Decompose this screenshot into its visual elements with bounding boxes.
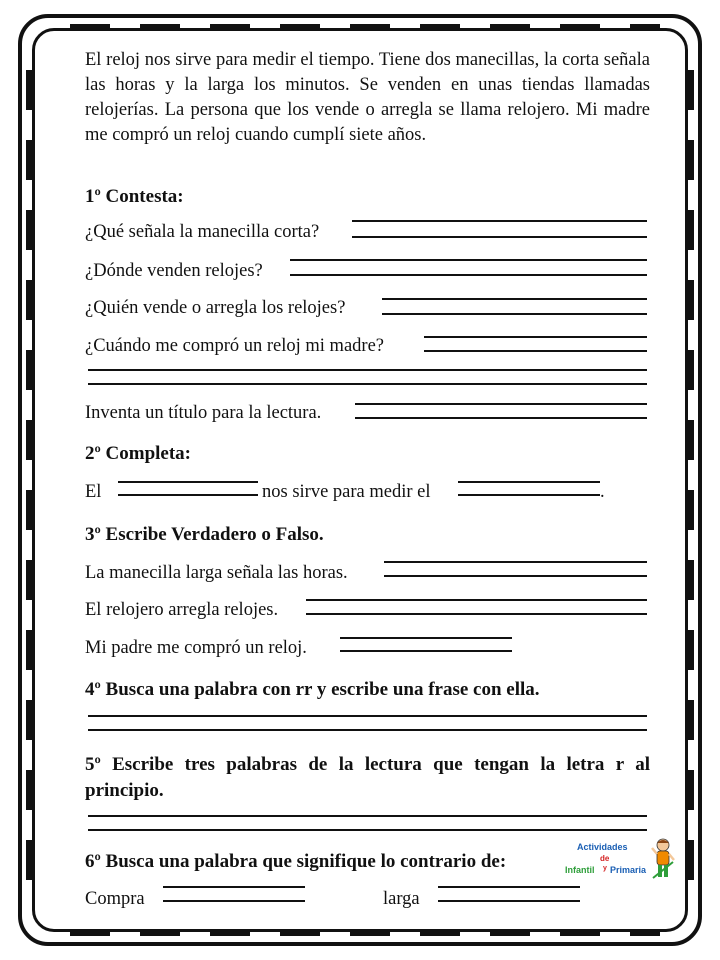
section-3-heading: 3º Escribe Verdadero o Falso. [85, 524, 324, 545]
word-1: Compra [85, 889, 145, 909]
answer-line[interactable] [382, 298, 647, 300]
answer-line[interactable] [290, 259, 647, 261]
question-2: ¿Dónde venden relojes? [85, 261, 263, 281]
answer-line[interactable] [424, 350, 647, 352]
blank-line[interactable] [458, 481, 600, 483]
word-2: larga [383, 889, 420, 909]
answer-line[interactable] [438, 900, 580, 902]
answer-line[interactable] [355, 403, 647, 405]
answer-line[interactable] [340, 637, 512, 639]
answer-line[interactable] [424, 336, 647, 338]
blank-line[interactable] [458, 494, 600, 496]
answer-line[interactable] [306, 599, 647, 601]
reading-block [85, 48, 650, 148]
answer-line[interactable] [384, 561, 647, 563]
question-3: ¿Quién vende o arregla los relojes? [85, 298, 346, 318]
answer-line[interactable] [163, 900, 305, 902]
reading-text: El reloj nos sirve para medir el tiempo. Tiene dos manecillas, la corta señala las horas y la larga los minutos. Se venden en unas tiendas llamadas relojerías. La persona que los vende o arregla se llama relojero. Mi madre me compró un reloj cuando cumplí siete años. [85, 50, 650, 145]
answer-line[interactable] [340, 650, 512, 652]
statement-3: Mi padre me compró un reloj. [85, 638, 307, 658]
actividades-logo: Actividades de Infantil y Primaria [565, 838, 675, 882]
answer-line[interactable] [355, 417, 647, 419]
answer-line[interactable] [88, 829, 647, 831]
question-5: Inventa un título para la lectura. [85, 403, 322, 423]
answer-line[interactable] [163, 886, 305, 888]
answer-line[interactable] [438, 886, 580, 888]
answer-line[interactable] [88, 815, 647, 817]
blank-line[interactable] [118, 494, 258, 496]
complete-part-2: nos sirve para medir el [262, 482, 431, 502]
complete-part-1: El [85, 482, 102, 502]
answer-line[interactable] [382, 313, 647, 315]
section-2-heading: 2º Completa: [85, 443, 192, 464]
question-4: ¿Cuándo me compró un reloj mi madre? [85, 336, 384, 356]
answer-line[interactable] [290, 274, 647, 276]
section-4-heading: 4º Busca una palabra con rr y escribe una frase con ella. [85, 679, 540, 700]
answer-line[interactable] [384, 575, 647, 577]
statement-2: El relojero arregla relojes. [85, 600, 279, 620]
answer-line[interactable] [88, 729, 647, 731]
section-1-heading: 1º Contesta: [85, 186, 184, 207]
child-figure-icon [651, 838, 675, 882]
answer-line[interactable] [88, 369, 647, 371]
statement-1: La manecilla larga señala las horas. [85, 563, 348, 583]
section-6-heading: 6º Busca una palabra que signifique lo contrario de: [85, 851, 507, 872]
answer-line[interactable] [88, 383, 647, 385]
answer-line[interactable] [352, 220, 647, 222]
answer-line[interactable] [306, 613, 647, 615]
section-5-heading: 5º Escribe tres palabras de la lectura que tengan la letra r al principio. [85, 754, 650, 801]
answer-line[interactable] [88, 715, 647, 717]
question-1: ¿Qué señala la manecilla corta? [85, 222, 320, 242]
blank-line[interactable] [118, 481, 258, 483]
answer-line[interactable] [352, 236, 647, 238]
complete-part-3: . [600, 482, 605, 502]
